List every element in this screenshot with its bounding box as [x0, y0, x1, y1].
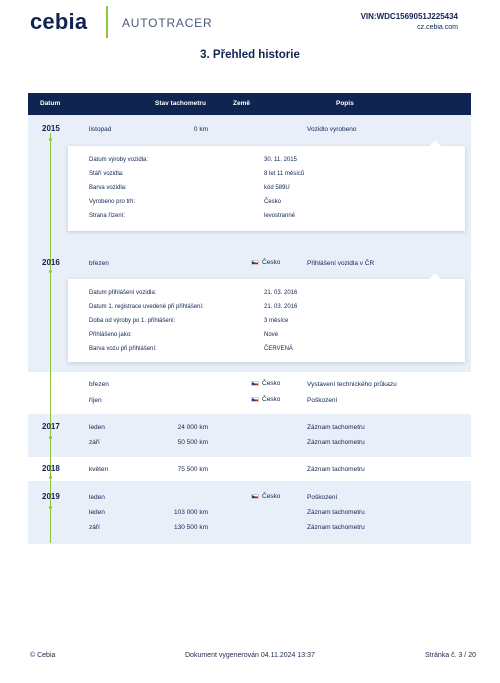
page-title: 3. Přehled historie [200, 49, 300, 61]
footer-page-number: Stránka č. 3 / 20 [425, 652, 476, 659]
event-month: březen [89, 260, 109, 267]
event-month: květen [89, 466, 109, 473]
year-label: 2015 [42, 124, 60, 133]
detail-value: 21. 03. 2016 [264, 304, 298, 310]
czech-flag-icon [251, 260, 259, 265]
col-description: Popis [336, 100, 354, 107]
timeline-dot [49, 506, 52, 509]
detail-value: 3 měsíce [264, 318, 289, 324]
detail-label: Stáří vozidla: [89, 171, 124, 177]
detail-value: 8 let 11 měsíců [264, 171, 305, 177]
event-description: Záznam tachometru [307, 524, 365, 531]
timeline-line [50, 133, 51, 543]
event-description: Záznam tachometru [307, 424, 365, 431]
event-month: září [89, 439, 100, 446]
event-description: Záznam tachometru [307, 509, 365, 516]
event-month: říjen [89, 397, 102, 404]
year-label: 2017 [42, 422, 60, 431]
event-description: Poškození [307, 397, 338, 404]
timeline-dot [49, 138, 52, 141]
event-month: listopad [89, 126, 112, 133]
event-description: Vystavení technického průkazu [307, 381, 397, 388]
footer-copyright: © Cebia [30, 652, 56, 659]
event-odometer: 130 500 km [174, 524, 208, 531]
website-link[interactable]: cz.cebia.com [417, 24, 458, 31]
detail-value: ČERVENÁ [264, 346, 293, 352]
event-description: Poškození [307, 494, 338, 501]
event-country [251, 396, 280, 403]
event-month: leden [89, 509, 105, 516]
detail-label: Doba od výroby po 1. přihlášení: [89, 318, 176, 324]
country-name: Česko [262, 396, 281, 403]
czech-flag-icon [251, 494, 259, 499]
detail-label: Datum výroby vozidla: [89, 157, 149, 163]
history-band-white [28, 372, 471, 414]
logo-divider [106, 6, 108, 38]
timeline-dot [49, 476, 52, 479]
event-odometer: 103 000 km [174, 509, 208, 516]
detail-value: 21. 03. 2016 [264, 290, 298, 296]
event-odometer: 0 km [193, 126, 208, 133]
event-description: Vozidlo vyrobeno [307, 126, 357, 133]
detail-value: Česko [264, 199, 282, 205]
detail-label: Strana řízení: [89, 213, 126, 219]
event-description: Přihlášení vozidla v ČR [307, 260, 375, 267]
event-odometer: 75 500 km [177, 466, 208, 473]
detail-label: Barva vozidla: [89, 185, 127, 191]
year-label: 2019 [42, 492, 60, 501]
timeline-dot [49, 436, 52, 439]
col-date: Datum [40, 100, 61, 107]
czech-flag-icon [251, 381, 259, 386]
year-label: 2018 [42, 464, 60, 473]
event-month: září [89, 524, 100, 531]
event-month: leden [89, 494, 105, 501]
event-odometer: 24 000 km [177, 424, 208, 431]
timeline-dot [49, 270, 52, 273]
detail-label: Barva vozu při přihlášení: [89, 346, 157, 352]
event-description: Záznam tachometru [307, 439, 365, 446]
detail-value: kód 589U [264, 185, 290, 191]
vin-number: VIN:WDC1569051J225434 [360, 12, 458, 21]
detail-label: Datum 1. registrace uvedené při přihlášení: [89, 304, 204, 310]
event-country [251, 259, 280, 266]
czech-flag-icon [251, 397, 259, 402]
country-name: Česko [262, 380, 281, 387]
col-country: Země [233, 100, 250, 107]
registration-details-card [68, 279, 465, 362]
product-name: AUTOTRACER [122, 16, 213, 30]
year-label: 2016 [42, 258, 60, 267]
detail-label: Vyrobeno pro trh: [89, 199, 136, 205]
history-table-header [28, 93, 471, 115]
cebia-logo: cebia [30, 9, 88, 34]
event-country [251, 493, 280, 500]
footer-generated: Dokument vygenerován 04.11.2024 13:37 [185, 652, 315, 659]
detail-value: levostranné [264, 213, 296, 219]
detail-label: Datum přihlášení vozidla: [89, 290, 157, 296]
event-month: leden [89, 424, 105, 431]
event-month: březen [89, 381, 109, 388]
col-odometer: Stav tachometru [155, 100, 206, 107]
event-description: Záznam tachometru [307, 466, 365, 473]
event-country [251, 380, 280, 387]
country-name: Česko [262, 259, 281, 266]
event-odometer: 50 500 km [177, 439, 208, 446]
detail-value: Nové [264, 332, 279, 338]
country-name: Česko [262, 493, 281, 500]
production-details-card [68, 146, 465, 231]
detail-value: 30. 11. 2015 [264, 157, 297, 163]
detail-label: Přihlášeno jako: [89, 332, 132, 338]
